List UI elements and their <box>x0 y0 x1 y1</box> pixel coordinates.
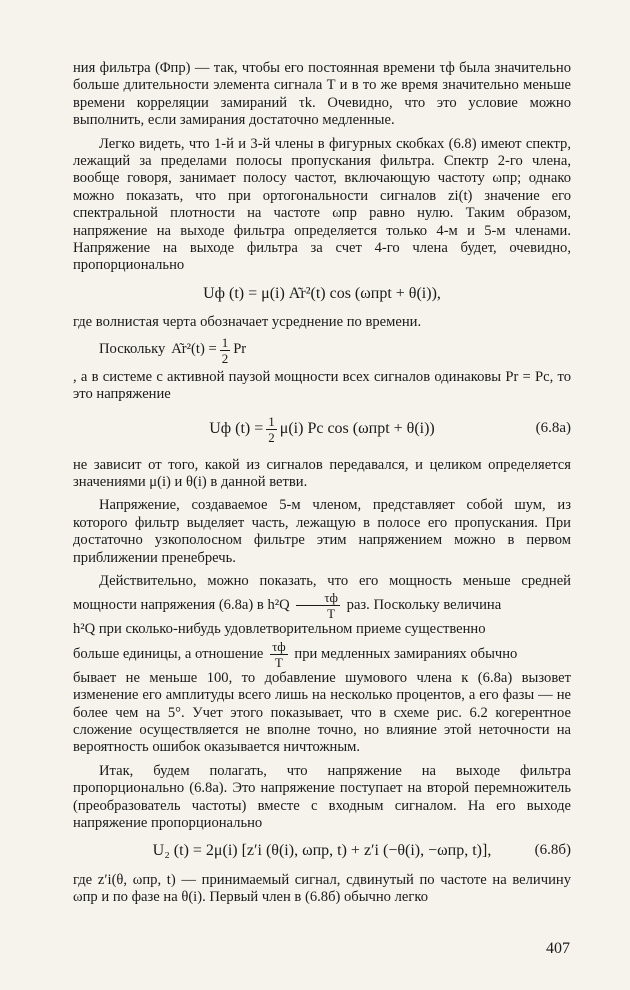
paragraph: Легко видеть, что 1-й и 3-й члены в фигурных скобках (6.8) имеют спектр, лежащий за пределами полосы пропускания фильтра. Спектр 2-го члена, вообще говоря, занимает полосу частот, включающую частоту ωпр; однако можно показать, что при ортогональности сигналов zi(t) значение его спектральной плотности на частоте ωпр равно нулю. Таким образом, напряжение на выходе фильтра определяется только 4-м и 5-м членами. Напряжение на выходе фильтра за счет 4-го члена будет, очевидно, пропорционально <box>73 135 571 274</box>
fraction <box>220 335 231 366</box>
fraction-denominator: T <box>274 654 283 670</box>
fraction-denominator: 2 <box>221 350 229 366</box>
equation-text: Pr <box>233 341 247 358</box>
equation-text: U₂ (t) = 2μ(i) [z′i (θ(i), ωпр, t) + z′i (−θ(i), −ωпр, t)], <box>152 842 492 860</box>
paragraph-text: больше единицы, а отношение <box>73 645 264 662</box>
paragraph-text: Действительно, можно показать, что его мощность меньше средней мощности напряжения (6.8а) в <box>73 572 571 614</box>
fraction <box>270 639 288 670</box>
fraction-denominator: 2 <box>268 429 275 445</box>
paragraph: где волнистая черта обозначает усреднение по времени. <box>73 314 422 331</box>
paragraph-fragment <box>73 621 571 638</box>
paragraph-fragment: , а в системе с активной паузой мощности всех сигналов одинаковы Pr = Pc, то это напряжение <box>73 368 571 403</box>
equation-number: (6.8б) <box>534 842 571 859</box>
paragraph: Итак, будем полагать, что напряжение на выходе фильтра пропорционально (6.8а). Это напряжение поступает на второй перемножитель (преобразователь частоты) вместе с входным сигналом. На его выходе напряжение пропорционально <box>73 762 571 831</box>
equation-inline-line <box>73 335 571 366</box>
equation-uf <box>73 285 571 302</box>
paragraph: ния фильтра (Φпр) — так, чтобы его постоянная времени τф была значительно больше длительности элемента сигнала T и в то же время значительно меньше времени корреляции замираний τk. Очевидно, что это условие можно выполнить, если замирания достаточно медленные. <box>73 60 571 129</box>
page-number: 407 <box>546 940 570 957</box>
equation-text: A͂r²(t) = <box>171 341 217 358</box>
paragraph-text: раз. Поскольку величина <box>346 597 502 614</box>
paragraph: Напряжение, создаваемое 5-м членом, представляет собой шум, из которого фильтр выделяет часть, лежащую в полосе его пропускания. При достаточно узкополосном фильтре этим напряжением можно в первом приближении пренебречь. <box>73 497 571 566</box>
paragraph: не зависит от того, какой из сигналов передавался, и целиком определяется значениями μ(i) и θ(i) в данной ветви. <box>73 456 571 490</box>
equation-text: Uф (t) = <box>209 420 264 438</box>
fraction-denominator: T <box>327 606 336 622</box>
equation-text: μ(i) Pc cos (ωпрt + θ(i)) <box>279 420 435 438</box>
equation-68a <box>73 414 571 445</box>
paragraph-text: при сколько-нибудь удовлетворительном приеме существенно <box>98 621 486 638</box>
paragraph-fragment <box>73 639 571 670</box>
equation-68b <box>73 842 571 859</box>
paragraph: бывает не меньше 100, то добавление шумового члена к (6.8а) вызовет изменение его амплитуды всего лишь на несколько процентов, а его фазы — не более чем на 5°. Учет этого показывает, что в схеме рис. 6.2 когерентное сложение осуществляется не вполне точно, но влияние этой неточности на вероятность ошибок оказывается ничтожным. <box>73 669 571 756</box>
equation-text: Uф (t) = μ(i) A͂r²(t) cos (ωпрt + θ(i)), <box>203 284 441 302</box>
symbol-hq: h²Q <box>73 621 96 638</box>
fraction <box>296 590 340 621</box>
fraction-numerator: 1 <box>268 413 275 429</box>
paragraph-fragment <box>73 573 571 621</box>
fraction <box>266 414 277 445</box>
paragraph: где z′i(θ, ωпр, t) — принимаемый сигнал, сдвинутый по частоте на величину ωпр и по фазе на θ(i). Первый член в (6.8б) обычно легко <box>73 871 571 906</box>
paragraph-text: при медленных замираниях обычно <box>294 645 518 662</box>
equation-number: (6.8а) <box>535 420 571 437</box>
symbol-hq: h²Q <box>267 597 290 614</box>
fraction-numerator: τф <box>296 590 340 606</box>
page-text <box>73 60 571 907</box>
paragraph-fragment: Поскольку <box>99 341 166 358</box>
fraction-numerator: τф <box>272 638 286 654</box>
fraction-numerator: 1 <box>221 334 229 350</box>
